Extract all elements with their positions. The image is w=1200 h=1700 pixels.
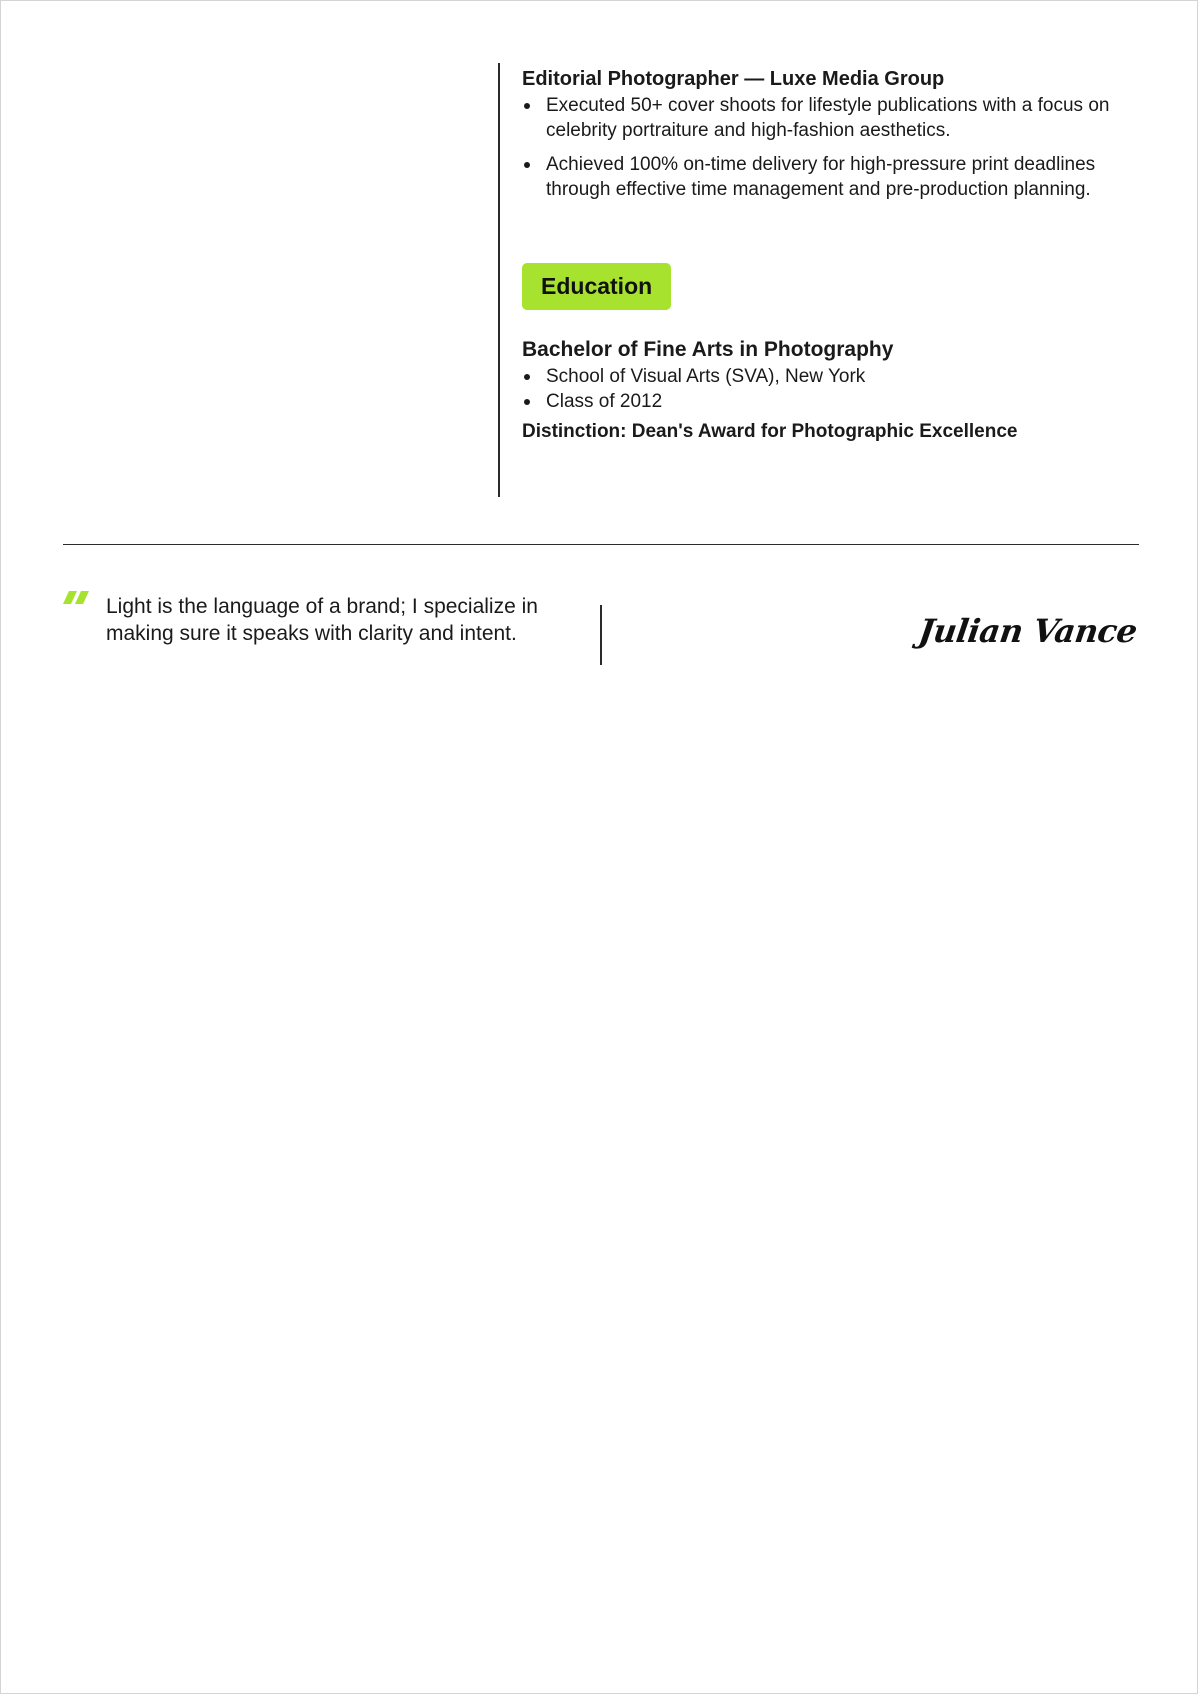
- right-column: [498, 63, 1148, 497]
- experience-bullets: [522, 93, 1148, 202]
- education-bullet: Class of 2012: [522, 389, 1148, 414]
- section-divider: [63, 544, 1139, 545]
- vertical-divider: [600, 605, 602, 665]
- education-bullet: School of Visual Arts (SVA), New York: [522, 364, 1148, 389]
- distinction: Distinction: Dean's Award for Photographic Excellence: [522, 421, 1018, 442]
- section-heading-education: Education: [522, 263, 671, 310]
- experience-bullet: Achieved 100% on-time delivery for high-pressure print deadlines through effective time management and pre-production planning.: [522, 152, 1148, 202]
- quote-text: Light is the language of a brand; I specialize in making sure it speaks with clarity and intent.: [106, 595, 538, 645]
- experience-bullet: Executed 50+ cover shoots for lifestyle publications with a focus on celebrity portraiture and high-fashion aesthetics.: [522, 93, 1148, 143]
- job-title: Editorial Photographer — Luxe Media Group: [522, 68, 945, 90]
- education-bullets: [522, 364, 1148, 414]
- degree-title: Bachelor of Fine Arts in Photography: [522, 338, 894, 361]
- quote-icon: [63, 589, 89, 609]
- signature: Julian Vance: [916, 612, 1140, 650]
